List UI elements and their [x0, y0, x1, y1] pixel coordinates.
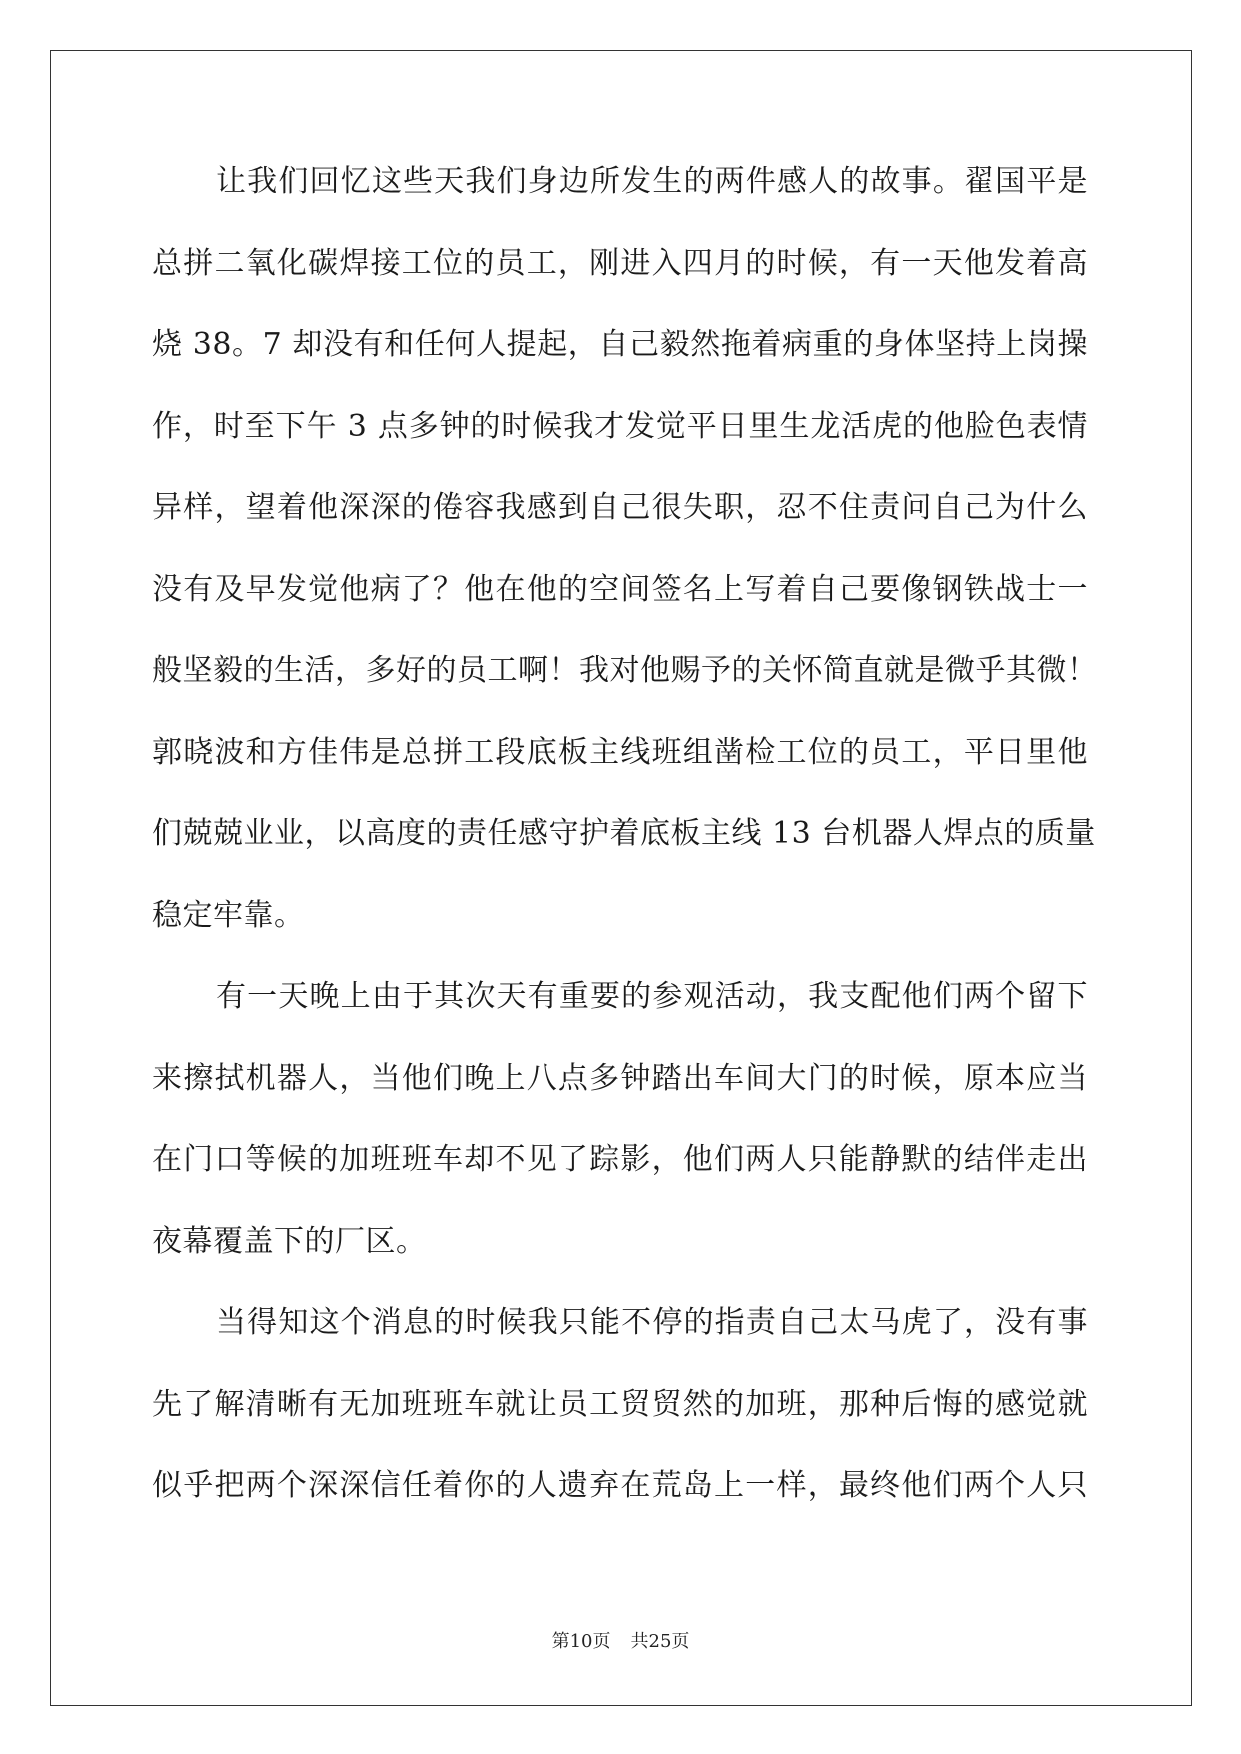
text-line: 来擦拭机器人，当他们晚上八点多钟踏出车间大门的时候，原本应当 [152, 1060, 1088, 1096]
text-line: 没有及早发觉他病了？他在他的空间签名上写着自己要像钢铁战士一 [152, 571, 1088, 607]
text-line: 似乎把两个深深信任着你的人遗弃在荒岛上一样，最终他们两个人只 [152, 1468, 1088, 1503]
text-line: 作，时至下午 3 点多钟的时候我才发觉平日里生龙活虎的他脸色表情 [152, 408, 1088, 444]
page-total: 共25页 [630, 1631, 690, 1652]
text-line: 般坚毅的生活，多好的员工啊！我对他赐予的关怀简直就是微乎其微！ [152, 653, 1098, 688]
text-line: 夜幕覆盖下的厂区。 [152, 1223, 427, 1259]
text-line: 稳定牢靠。 [152, 897, 305, 933]
text-line: 先了解清晰有无加班班车就让员工贸贸然的加班，那种后悔的感觉就 [152, 1386, 1088, 1422]
text-line: 当得知这个消息的时候我只能不停的指责自己太马虎了，没有事 [216, 1305, 1088, 1340]
page-number: 第10页 [551, 1631, 611, 1652]
text-line: 总拼二氧化碳焊接工位的员工，刚进入四月的时候，有一天他发着高 [152, 245, 1088, 281]
text-line: 郭晓波和方佳伟是总拼工段底板主线班组凿检工位的员工，平日里他 [152, 734, 1088, 770]
text-line: 让我们回忆这些天我们身边所发生的两件感人的故事。翟国平是 [216, 164, 1088, 199]
text-line: 烧 38。7 却没有和任何人提起，自己毅然拖着病重的身体坚持上岗操 [152, 327, 1088, 362]
text-line: 们兢兢业业，以高度的责任感守护着底板主线 13 台机器人焊点的质量 [152, 816, 1096, 851]
text-line: 异样，望着他深深的倦容我感到自己很失职，忍不住责问自己为什么 [152, 490, 1088, 525]
text-line: 有一天晚上由于其次天有重要的参观活动，我支配他们两个留下 [216, 979, 1088, 1014]
page-footer [0, 1627, 1241, 1653]
document-body [152, 162, 1098, 1548]
text-line: 在门口等候的加班班车却不见了踪影，他们两人只能静默的结伴走出 [152, 1142, 1088, 1177]
